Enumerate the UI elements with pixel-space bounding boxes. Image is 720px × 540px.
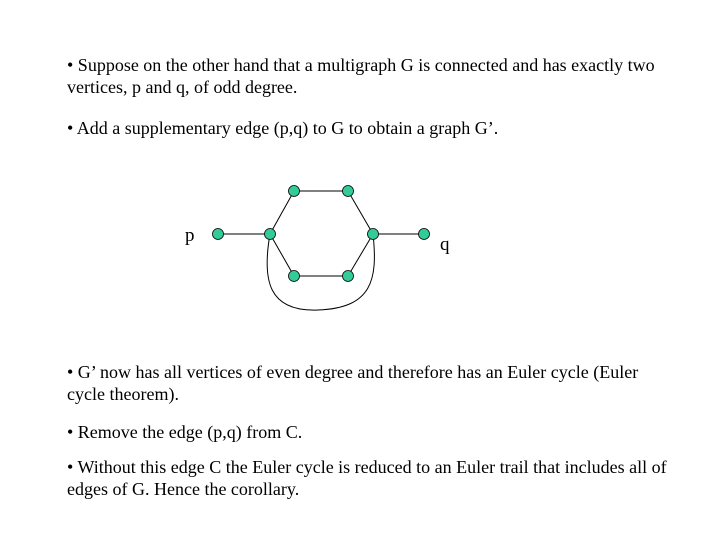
bullet-add-edge: • Add a supplementary edge (p,q) to G to obtain a graph G’. <box>67 118 499 138</box>
edge-a-e <box>270 234 294 276</box>
edge-a-b <box>270 191 294 234</box>
vertex-f <box>343 271 354 282</box>
vertex-p <box>213 229 224 240</box>
vertex-label-q: q <box>440 234 450 255</box>
vertex-b <box>289 186 300 197</box>
vertex-d <box>368 229 379 240</box>
vertex-a <box>265 229 276 240</box>
bullet-euler-trail: • Without this edge C the Euler cycle is reduced to an Euler trail that includes all of edges of G. Hence the corollary. <box>67 457 667 499</box>
bullet-even-degree: • G’ now has all vertices of even degree and therefore has an Euler cycle (Euler cycle theorem). <box>67 362 639 404</box>
edge-f-d <box>348 234 373 276</box>
vertex-label-p: p <box>185 225 195 246</box>
vertex-c <box>343 186 354 197</box>
bullet-suppose: • Suppose on the other hand that a multigraph G is connected and has exactly two vertices, p and q, of odd degree. <box>67 55 655 97</box>
edge-a-d-curve <box>267 234 374 310</box>
vertex-e <box>289 271 300 282</box>
vertex-q <box>419 229 430 240</box>
edge-c-d <box>348 191 373 234</box>
bullet-remove-edge: • Remove the edge (p,q) from C. <box>67 422 303 442</box>
